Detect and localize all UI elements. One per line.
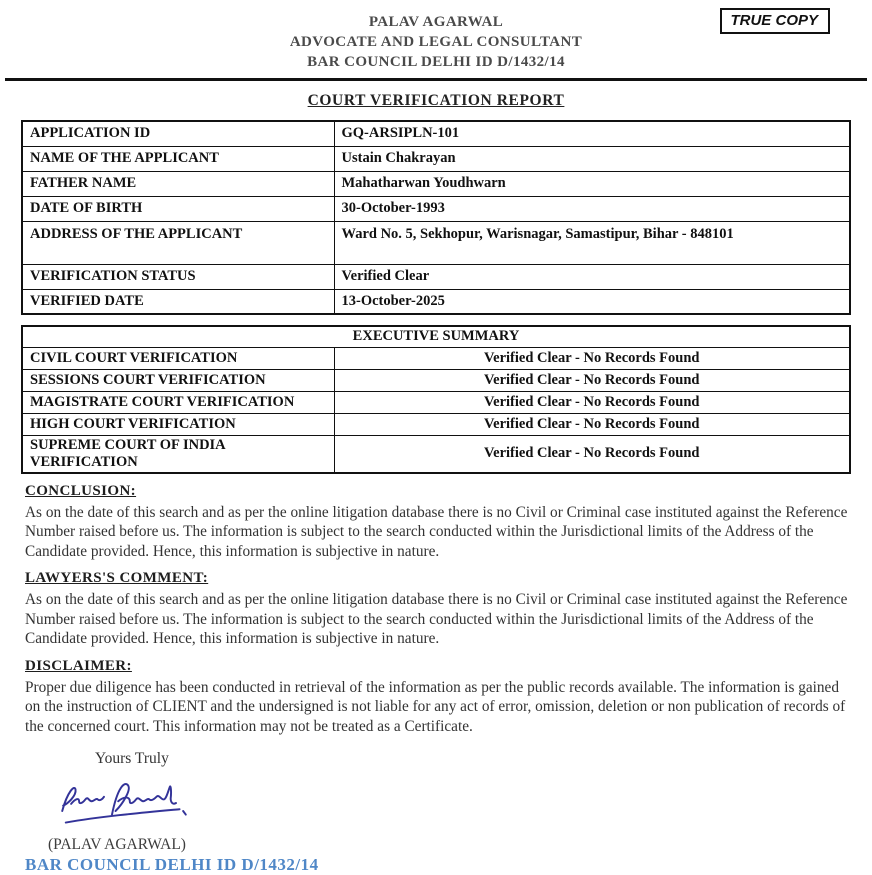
row-label: VERIFIED DATE xyxy=(22,289,334,314)
table-row xyxy=(22,171,850,196)
row-value: Verified Clear - No Records Found xyxy=(334,369,850,391)
section-body: Proper due diligence has been conducted in retrieval of the information as per the public records available. The information is gained on the instruction of CLIENT and the undersigned is not liable for any act of error, omission, deletion or non publication of records of the concerned court. This information may not be treated as a Certificate. xyxy=(25,678,846,735)
row-label: HIGH COURT VERIFICATION xyxy=(22,413,334,435)
bar-council-footer-line: BAR COUNCIL DELHI ID D/1432/14 xyxy=(25,855,319,874)
true-copy-stamp: TRUE COPY xyxy=(720,8,830,34)
section-heading: DISCLAIMER: xyxy=(25,657,132,674)
row-value: Mahatharwan Youdhwarn xyxy=(334,171,850,196)
signature-image xyxy=(48,772,872,834)
summary-title: EXECUTIVE SUMMARY xyxy=(22,326,850,347)
table-row xyxy=(22,196,850,221)
section-body: As on the date of this search and as per the online litigation database there is no Civil or Criminal case instituted against the Reference Number raised before us. The information is subject to the search conducted within the Jurisdictional limits of the Address of the Candidate provided. Hence, this information is subjective in nature. xyxy=(25,591,848,647)
advocate-role: ADVOCATE AND LEGAL CONSULTANT xyxy=(289,34,583,50)
row-value: Verified Clear - No Records Found xyxy=(334,391,850,413)
page-title: COURT VERIFICATION REPORT xyxy=(307,92,565,109)
signatory-name: (PALAV AGARWAL) xyxy=(48,836,186,853)
row-value: 30-October-1993 xyxy=(334,196,850,221)
row-value: Verified Clear - No Records Found xyxy=(334,435,850,473)
table-row xyxy=(22,121,850,146)
header-divider xyxy=(5,78,867,81)
table-row xyxy=(22,391,850,413)
table-row xyxy=(22,221,850,264)
table-header-row xyxy=(22,326,850,347)
handwritten-signature-icon xyxy=(48,772,208,834)
row-value: 13-October-2025 xyxy=(334,289,850,314)
row-value: Verified Clear xyxy=(334,264,850,289)
row-value: Ustain Chakrayan xyxy=(334,146,850,171)
row-label: APPLICATION ID xyxy=(22,121,334,146)
table-row xyxy=(22,435,850,473)
table-row xyxy=(22,369,850,391)
advocate-bar-council-id: BAR COUNCIL DELHI ID D/1432/14 xyxy=(307,54,565,70)
section-heading: LAWYERS'S COMMENT: xyxy=(25,570,209,586)
conclusion-section xyxy=(25,483,850,562)
row-label: ADDRESS OF THE APPLICANT xyxy=(22,221,334,264)
advocate-name: PALAV AGARWAL xyxy=(368,14,504,30)
row-value: GQ-ARSIPLN-101 xyxy=(334,121,850,146)
row-value: Ward No. 5, Sekhopur, Warisnagar, Samastipur, Bihar - 848101 xyxy=(334,221,850,264)
row-label: MAGISTRATE COURT VERIFICATION xyxy=(22,391,334,413)
section-heading: CONCLUSION: xyxy=(25,482,137,499)
section-body: As on the date of this search and as per the online litigation database there is no Civil or Criminal case instituted against the Reference Number raised before us. The information is subject to the search conducted within the Jurisdictional limits of the Address of the Candidate provided. Hence, this information is subjective in nature. xyxy=(25,503,848,560)
letterhead xyxy=(0,0,872,72)
row-label: NAME OF THE APPLICANT xyxy=(22,146,334,171)
executive-summary-table xyxy=(21,325,851,474)
disclaimer-section xyxy=(25,658,850,737)
table-row xyxy=(22,413,850,435)
row-label: CIVIL COURT VERIFICATION xyxy=(22,347,334,369)
applicant-table xyxy=(21,120,851,315)
row-label: DATE OF BIRTH xyxy=(22,196,334,221)
row-value: Verified Clear - No Records Found xyxy=(334,413,850,435)
row-label: SUPREME COURT OF INDIA VERIFICATION xyxy=(22,435,334,473)
row-label: VERIFICATION STATUS xyxy=(22,264,334,289)
table-row xyxy=(22,289,850,314)
row-value: Verified Clear - No Records Found xyxy=(334,347,850,369)
row-label: SESSIONS COURT VERIFICATION xyxy=(22,369,334,391)
lawyers-comment-section xyxy=(25,570,850,649)
table-row xyxy=(22,264,850,289)
row-label: FATHER NAME xyxy=(22,171,334,196)
closing-text: Yours Truly xyxy=(95,750,169,767)
table-row xyxy=(22,146,850,171)
table-row xyxy=(22,347,850,369)
